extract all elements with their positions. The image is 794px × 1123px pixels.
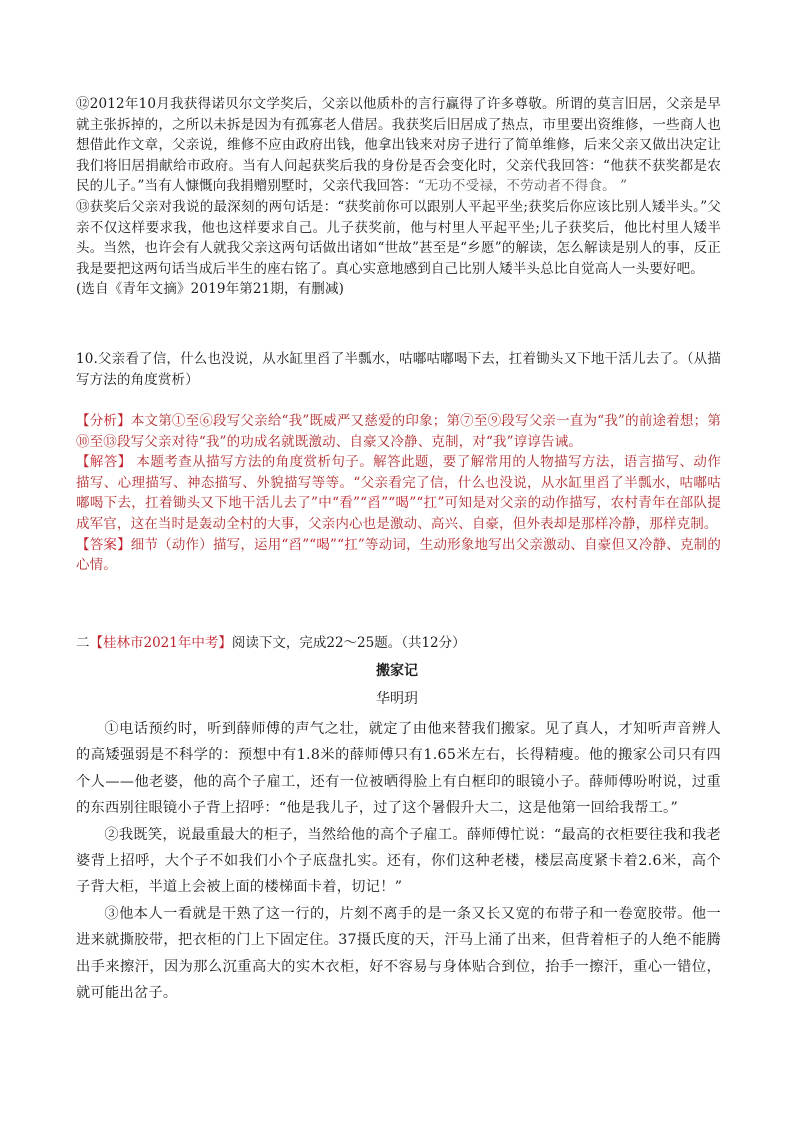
analysis-paragraph <box>76 411 721 452</box>
section-2-line <box>76 633 721 653</box>
answer-text-a: 细节（动作）描写，运用 <box>130 536 282 553</box>
answer-paragraph <box>76 535 721 576</box>
section-2-heading <box>76 633 721 653</box>
solution-text-a: 本题考查从描写方法的角度赏析句子。解答此题，要了解常用的人物描写方法，语言描写、动作描写、心理描写、神态描写、外貌描写等等。“父亲看完了信，什么也没说，从水缸里舀了半瓢水，咕嘟咕嘟喝下去，扛着锄头又下地干活儿去了”中 <box>76 454 721 512</box>
paragraph-12-quote: “无功不受禄，不劳动者不得食。 ” <box>417 178 628 195</box>
paragraph-12 <box>76 94 721 197</box>
paragraph-12-text: ⑫2012年10月我获得诺贝尔文学奖后，父亲以他质朴的言行赢得了许多尊敬。所谓的莫言旧居，父亲是早就主张拆掉的，之所以未拆是因为有孤寡老人借居。我获奖后旧居成了热点，市里要出资维修，一些商人也想借此作文章，父亲说，维修不应由政府出钱，他拿出钱来对房子进行了简单维修，后来父亲又做出决定让我们将旧居捐献给市政府。当有人问起获奖后我的身份是否会变化时，父亲代我回答：“他获不获奖都是农民的儿子。”当有人慷慨向我捐赠别墅时，父亲代我回答： <box>76 96 721 195</box>
analysis-label: 【分析】 <box>76 413 131 429</box>
question-text: 10.父亲看了信，什么也没说，从水缸里舀了半瓢水，咕嘟咕嘟喝下去，扛着锄头又下地干活儿去了。（从描写方法的角度赏析） <box>76 351 721 388</box>
answer-text-c: 等动词，生动形象地写出父亲激动、自豪但又冷静、克制的心情。 <box>76 536 721 574</box>
question-10 <box>76 349 721 390</box>
solution-label: 【解答】 <box>76 454 132 471</box>
solution-keywords: “看”“舀”“喝”“扛” <box>332 495 445 512</box>
section-2-tag: 【桂林市2021年中考】 <box>89 635 232 651</box>
article-paragraph-3: ③他本人一看就是干熟了这一行的，片刻不离手的是一条又长又宽的布带子和一卷宽胶带。他一进来就撕胶带，把衣柜的门上下固定住。37摄氏度的天，汗马上涌了出来，但背着柜子的人绝不能腾出手来擦汗，因为那么沉重高大的实木衣柜，好不容易与身体贴合到位，抬手一擦汗，重心一错位，就可能出岔子。 <box>76 905 721 1002</box>
article-paragraph-1: ①电话预约时，听到薛师傅的声气之壮，就定了由他来替我们搬家。见了真人，才知听声音辨人的高矮强弱是不科学的：预想中有1.8米的薛师傅只有1.65米左右，长得精瘦。他的搬家公司只有四个人——他老婆，他的高个子雇工，还有一位被晒得脸上有白框印的眼镜小子。薛师傅吩咐说，过重的东西别往眼镜小子背上招呼：“他是我儿子，过了这个暑假升大二，这是他第一回给我帮工。” <box>76 721 721 817</box>
passage-source: (选自《青年文摘》2019年第21期，有删减) <box>76 281 345 298</box>
analysis-text: 本文第①至⑥段写父亲给“我”既威严又慈爱的印象；第⑦至⑨段写父亲一直为“我”的前途着想；第⑩至⑬段写父亲对待“我”的功成名就既激动、自豪又冷静、克制，对“我”谆谆告诫。 <box>76 413 721 450</box>
answer-section <box>76 411 721 576</box>
answer-label: 【答案】 <box>76 536 131 553</box>
section-2-instructions: 阅读下文，完成22～25题。（共12分） <box>231 635 466 651</box>
solution-paragraph <box>76 452 721 534</box>
section-2-prefix: 二 <box>76 635 90 651</box>
article-body <box>76 716 721 1006</box>
passage-continuation <box>76 94 721 300</box>
article-author: 华明玥 <box>376 691 418 707</box>
article-title: 搬家记 <box>376 663 418 679</box>
article-paragraph-2: ②我既笑，说最重最大的柜子，当然给他的高个子雇工。薛师傅忙说：“最高的衣柜要往我和我老婆背上招呼，大个子不如我们小个子底盘扎实。还有，你们这种老楼，楼层高度紧卡着2.6米，高个子背大柜，半道上会被上面的楼梯面卡着，切记！” <box>76 826 721 896</box>
answer-keywords: “舀”“喝”“扛” <box>281 536 365 553</box>
paragraph-13: ⑬获奖后父亲对我说的最深刻的两句话是：“获奖前你可以跟别人平起平坐;获奖后你应该比别人矮半头。”父亲不仅这样要求我，他也这样要求自己。儿子获奖前，他与村里人平起平坐;儿子获奖后，他比村里人矮半头。当然，也许会有人就我父亲这两句话做出诸如“世故”甚至是“乡愿”的解读，怎么解读是别人的事，反正我是要把这两句话当成后半生的座右铭了。真心实意地感到自己比别人矮半头总比自觉高人一头要好吧。 <box>76 198 721 277</box>
solution-text-c: 可知是对父亲的动作描写，农村青年在部队提成军官，这在当时是轰动全村的大事，父亲内心也是激动、高兴、自豪，但外表却是那样冷静，那样克制。 <box>76 495 721 532</box>
